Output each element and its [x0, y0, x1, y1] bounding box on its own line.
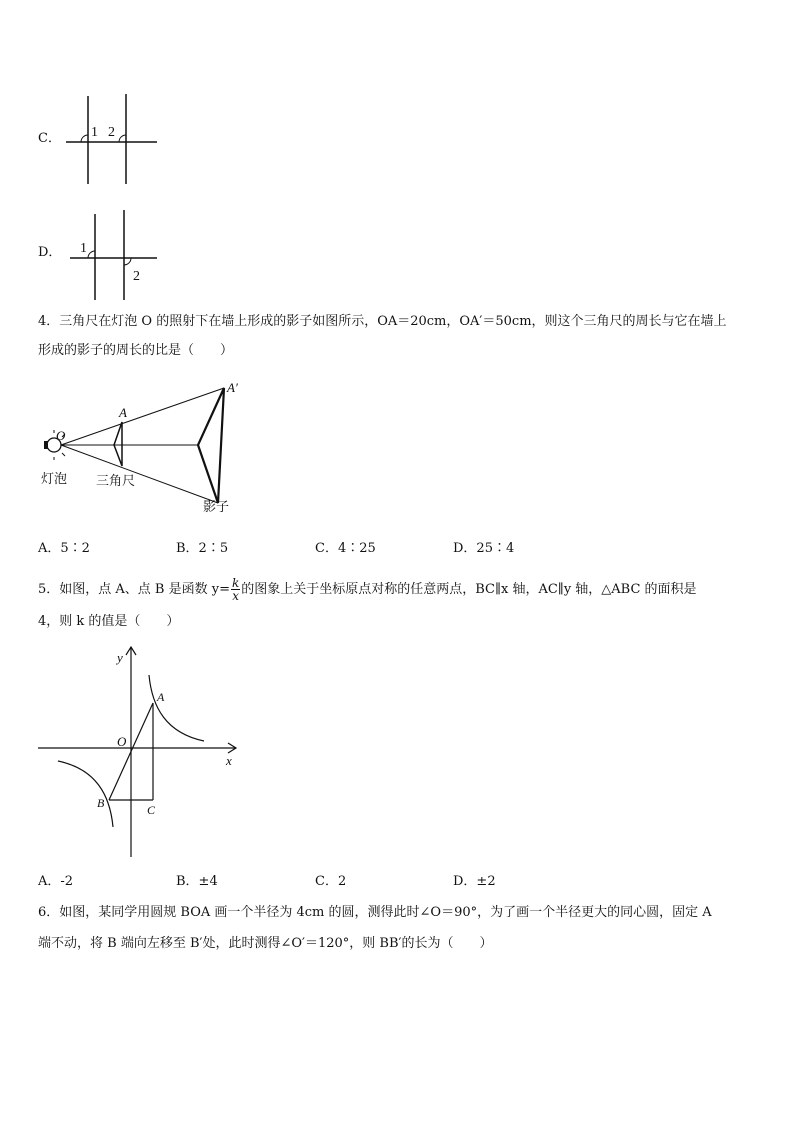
q5-option-a[interactable]: A．-2 — [38, 874, 74, 889]
angle-arc-2 — [119, 135, 126, 142]
q4-option-d[interactable]: D．25∶4 — [453, 541, 515, 556]
figure-option-d — [60, 208, 160, 303]
label-C: C — [147, 803, 156, 817]
q5-figure — [36, 645, 246, 860]
q4-option-c[interactable]: C．4∶25 — [315, 541, 376, 556]
angle-label-1: 1 — [91, 125, 98, 140]
option-d-label: D． — [38, 245, 62, 260]
label-shadow: 影子 — [203, 499, 230, 514]
label-B: B — [97, 796, 105, 810]
ray-bottom — [61, 445, 218, 503]
q4-option-a[interactable]: A．5∶2 — [38, 541, 90, 556]
label-A: A — [157, 690, 165, 704]
fraction-denominator: x — [232, 589, 240, 603]
q4-text-line1: 4．三角尺在灯泡 O 的照射下在墙上形成的影子如图所示，OA＝20cm，OA′＝50cm，则这个三角尺的周长与它在墙上 — [38, 314, 727, 329]
option-c-label: C． — [38, 131, 61, 146]
angle-arc-2 — [124, 258, 131, 265]
label-A: A — [119, 405, 127, 420]
q5-line1-post: 的图象上关于坐标原点对称的任意两点，BC∥x 轴，AC∥y 轴，△ABC 的面积是 — [241, 582, 697, 597]
fraction-numerator: k — [231, 576, 240, 590]
angle-arc-1 — [88, 251, 95, 258]
label-O: O — [117, 734, 127, 749]
label-O: O — [56, 428, 66, 443]
q5-option-d[interactable]: D．±2 — [453, 874, 496, 889]
q5-text-line2: 4，则 k 的值是（ ） — [38, 614, 180, 629]
q4-text-line2: 形成的影子的周长的比是（ ） — [38, 343, 234, 358]
fraction-k-over-x — [231, 577, 240, 602]
angle-label-2: 2 — [133, 269, 140, 284]
hyperbola-branch-1 — [149, 675, 204, 741]
figure-option-c — [60, 92, 160, 187]
angle-label-2: 2 — [108, 125, 115, 140]
label-ruler: 三角尺 — [96, 473, 136, 488]
q4-option-b[interactable]: B．2∶5 — [176, 541, 229, 556]
q5-option-c[interactable]: C．2 — [315, 874, 347, 889]
q5-option-b[interactable]: B．±4 — [176, 874, 218, 889]
angle-label-1: 1 — [80, 241, 87, 256]
label-A-prime: A′ — [227, 380, 238, 395]
q4-figure — [38, 380, 258, 520]
label-y: y — [117, 650, 123, 665]
q5-line1-pre: 5．如图，点 A、点 B 是函数 y= — [38, 582, 230, 597]
angle-arc-1 — [81, 135, 88, 142]
label-x: x — [226, 753, 232, 768]
q6-text-line2: 端不动，将 B 端向左移至 B′处，此时测得∠O′＝120°，则 BB′的长为（ ） — [38, 936, 493, 951]
ray-top — [61, 388, 224, 445]
q6-text-line1: 6．如图，某同学用圆规 BOA 画一个半径为 4cm 的圆，测得此时∠O＝90°，为了画一个半径更大的同心圆，固定 A — [38, 905, 712, 920]
label-bulb: 灯泡 — [41, 471, 68, 486]
shadow-triangle — [198, 388, 224, 503]
ruler-triangle — [114, 422, 122, 466]
hyperbola-branch-2 — [58, 761, 113, 827]
q5-text-line1 — [38, 577, 697, 602]
